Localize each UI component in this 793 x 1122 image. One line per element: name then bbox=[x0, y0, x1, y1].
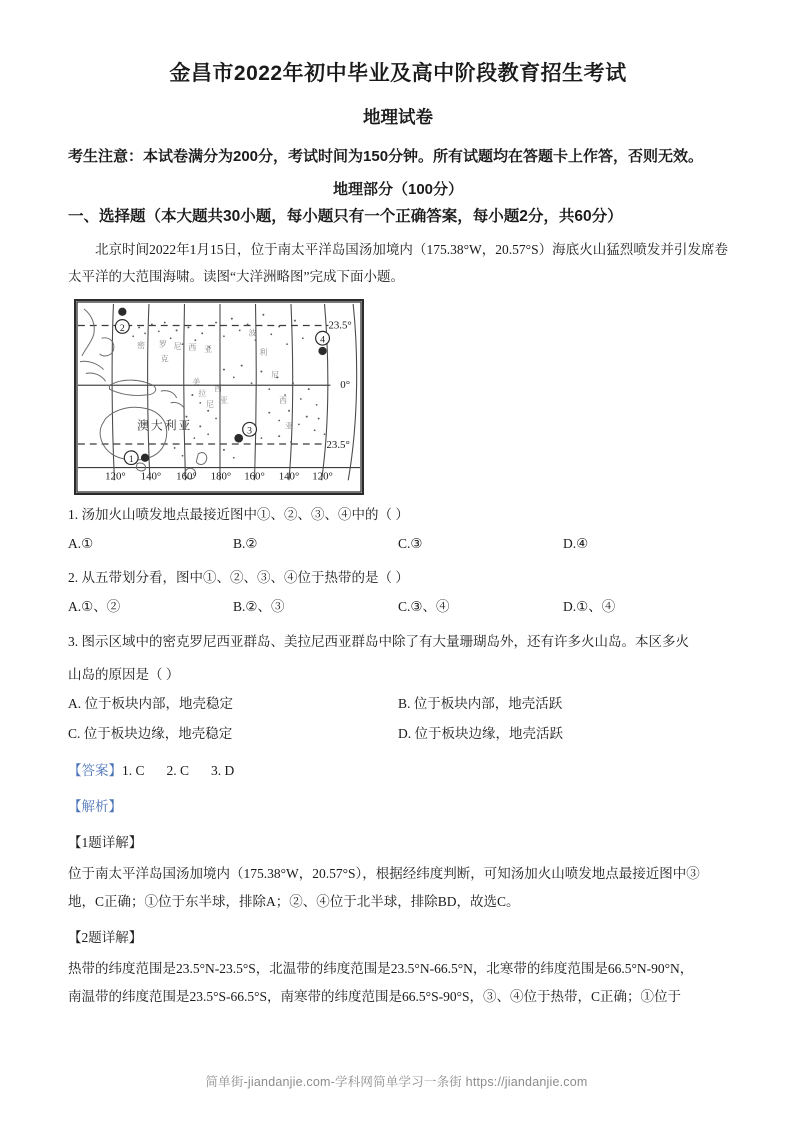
analysis-block-2-head: 【2题详解】 bbox=[68, 930, 143, 946]
map-marker-4 bbox=[316, 332, 330, 346]
question-3-number: 3. bbox=[68, 633, 79, 649]
map-lat-label-1: 0° bbox=[340, 379, 351, 392]
question-2-number: 2. bbox=[68, 570, 79, 586]
footer-watermark: 简单街-jiandanjie.com-学科网简单学习一条街 https://jiandanjie.com bbox=[205, 1075, 588, 1089]
question-2-options bbox=[68, 593, 728, 621]
map-label-melanesia-3: 尼 bbox=[206, 399, 215, 409]
map-label-micronesia-2: 罗 bbox=[158, 340, 167, 350]
map-dot-1 bbox=[141, 454, 149, 462]
map-label-melanesia-1: 美 bbox=[192, 377, 201, 387]
map-label-micronesia-3: 尼 bbox=[173, 342, 182, 352]
map-lon-label-5: 140° bbox=[278, 470, 300, 483]
question-1-text bbox=[68, 501, 728, 528]
question-3-option-a[interactable]: A. 位于板块内部，地壳稳定 bbox=[68, 695, 233, 711]
map-label-polynesia-2: 利 bbox=[259, 348, 268, 358]
question-2-body: 从五带划分看，图中①、②、③、④位于热带的是（ ） bbox=[81, 570, 409, 586]
map-marker-1 bbox=[124, 451, 138, 465]
svg-text:1: 1 bbox=[128, 454, 134, 466]
map-label-polynesia-3: 尼 bbox=[271, 370, 280, 380]
map-canvas bbox=[76, 301, 362, 493]
page-title: 金昌市2022年初中毕业及高中阶段教育招生考试 bbox=[169, 62, 627, 85]
oceania-map-svg bbox=[76, 301, 362, 493]
map-dot-2 bbox=[118, 308, 126, 316]
map-lon-label-2: 160° bbox=[176, 470, 197, 483]
question-1-options bbox=[68, 530, 728, 558]
map-label-australia: 澳大利亚 bbox=[137, 419, 193, 433]
map-marker-2 bbox=[115, 320, 129, 334]
question-1-option-d[interactable]: D.④ bbox=[563, 536, 589, 552]
map-figure bbox=[68, 299, 728, 495]
svg-text:3: 3 bbox=[247, 425, 253, 437]
map-lon-label-1: 140° bbox=[140, 470, 162, 483]
map-label-polynesia-4: 西 bbox=[279, 396, 288, 406]
map-lat-label-0: 23.5° bbox=[328, 319, 352, 332]
map-label-melanesia-2: 拉 bbox=[198, 389, 207, 399]
map-label-polynesia-1: 波 bbox=[248, 328, 257, 338]
map-label-melanesia-4: 西 bbox=[214, 384, 222, 394]
svg-text:4: 4 bbox=[320, 334, 326, 346]
answer-line bbox=[68, 757, 728, 785]
map-label-polynesia-5: 亚 bbox=[285, 421, 293, 431]
page-content bbox=[68, 58, 728, 1011]
analysis-block-1-line-1: 位于南太平洋岛国汤加境内（175.38°W，20.57°S），根据经纬度判断，可知汤加火山喷发地点最接近图中③ bbox=[68, 865, 700, 881]
map-marker-3 bbox=[243, 423, 257, 437]
question-1-body: 汤加火山喷发地点最接近图中①、②、③、④中的（ ） bbox=[81, 507, 409, 523]
question-2-option-b[interactable]: B.②、③ bbox=[233, 599, 285, 615]
map-lon-label-0: 120° bbox=[105, 470, 126, 483]
question-3-text bbox=[68, 628, 728, 655]
section-heading: 一、选择题（本大题共30小题，每小题只有一个正确答案，每小题2分，共60分） bbox=[68, 208, 623, 225]
map-dot-3 bbox=[234, 434, 243, 443]
question-3-option-c[interactable]: C. 位于板块边缘，地壳稳定 bbox=[68, 726, 233, 742]
exam-notice: 考生注意：本试卷满分为200分，考试时间为150分钟。所有试题均在答题卡上作答，否则无效。 bbox=[68, 147, 704, 165]
oceania-map-box bbox=[74, 299, 364, 495]
analysis-block-2-line-2: 南温带的纬度范围是23.5°S-66.5°S，南寒带的纬度范围是66.5°S-90°S，③、④位于热带，C正确；①位于 bbox=[68, 988, 681, 1004]
map-lon-label-3: 180° bbox=[210, 470, 232, 483]
question-2-option-c[interactable]: C.③、④ bbox=[398, 599, 450, 615]
analysis-block-2-line-1: 热带的纬度范围是23.5°N-23.5°S，北温带的纬度范围是23.5°N-66.5°N，北寒带的纬度范围是66.5°N-90°N， bbox=[68, 960, 694, 976]
question-3-body: 图示区域中的密克罗尼西亚群岛、美拉尼西亚群岛中除了有大量珊瑚岛外，还有许多火山岛。本区多火 bbox=[81, 633, 689, 649]
map-label-micronesia-6: 克 bbox=[160, 354, 169, 364]
question-3-option-b[interactable]: B. 位于板块内部，地壳活跃 bbox=[398, 695, 563, 711]
question-2-option-d[interactable]: D.①、④ bbox=[563, 599, 616, 615]
question-3-options-row2 bbox=[68, 720, 728, 748]
map-label-melanesia-5: 亚 bbox=[219, 396, 228, 406]
question-2-text bbox=[68, 564, 728, 591]
map-label-micronesia-4: 西 bbox=[188, 343, 197, 353]
analysis-label: 【解析】 bbox=[68, 798, 122, 814]
question-3-options-row1 bbox=[68, 690, 728, 718]
map-lon-label-6: 120° bbox=[312, 470, 333, 483]
part-title: 地理部分（100分） bbox=[332, 181, 464, 198]
question-3-option-d[interactable]: D. 位于板块边缘，地壳活跃 bbox=[398, 726, 563, 742]
answer-item-3: 3. D bbox=[211, 762, 235, 778]
answer-item-2: 2. C bbox=[166, 762, 190, 778]
map-label-micronesia-1: 密 bbox=[137, 341, 146, 351]
map-dot-4 bbox=[318, 347, 326, 355]
map-lon-label-4: 160° bbox=[244, 470, 265, 483]
answer-item-1: 1. C bbox=[122, 762, 145, 778]
question-1-option-a[interactable]: A.① bbox=[68, 536, 94, 552]
analysis-block-1-head: 【1题详解】 bbox=[68, 835, 143, 851]
question-group-stem: 北京时间2022年1月15日，位于南太平洋岛国汤加境内（175.38°W，20.57°S）海底火山猛烈喷发并引发席卷太平洋的大范围海啸。读图“大洋洲略图”完成下面小题。 bbox=[68, 241, 728, 285]
answer-label: 【答案】 bbox=[68, 762, 122, 778]
map-label-micronesia-5: 亚 bbox=[204, 345, 213, 355]
question-3-text-line2: 山岛的原因是（ ） bbox=[68, 666, 180, 682]
question-1-number: 1. bbox=[68, 507, 79, 523]
map-lat-label-2: 23.5° bbox=[326, 439, 350, 452]
question-2-option-a[interactable]: A.①、② bbox=[68, 599, 121, 615]
analysis-block-1-line-2: 地，C正确；①位于东半球，排除A；②、④位于北半球，排除BD，故选C。 bbox=[68, 893, 520, 909]
page-subtitle: 地理试卷 bbox=[363, 106, 433, 127]
svg-text:2: 2 bbox=[119, 323, 125, 335]
question-1-option-b[interactable]: B.② bbox=[233, 536, 258, 552]
question-1-option-c[interactable]: C.③ bbox=[398, 536, 423, 552]
